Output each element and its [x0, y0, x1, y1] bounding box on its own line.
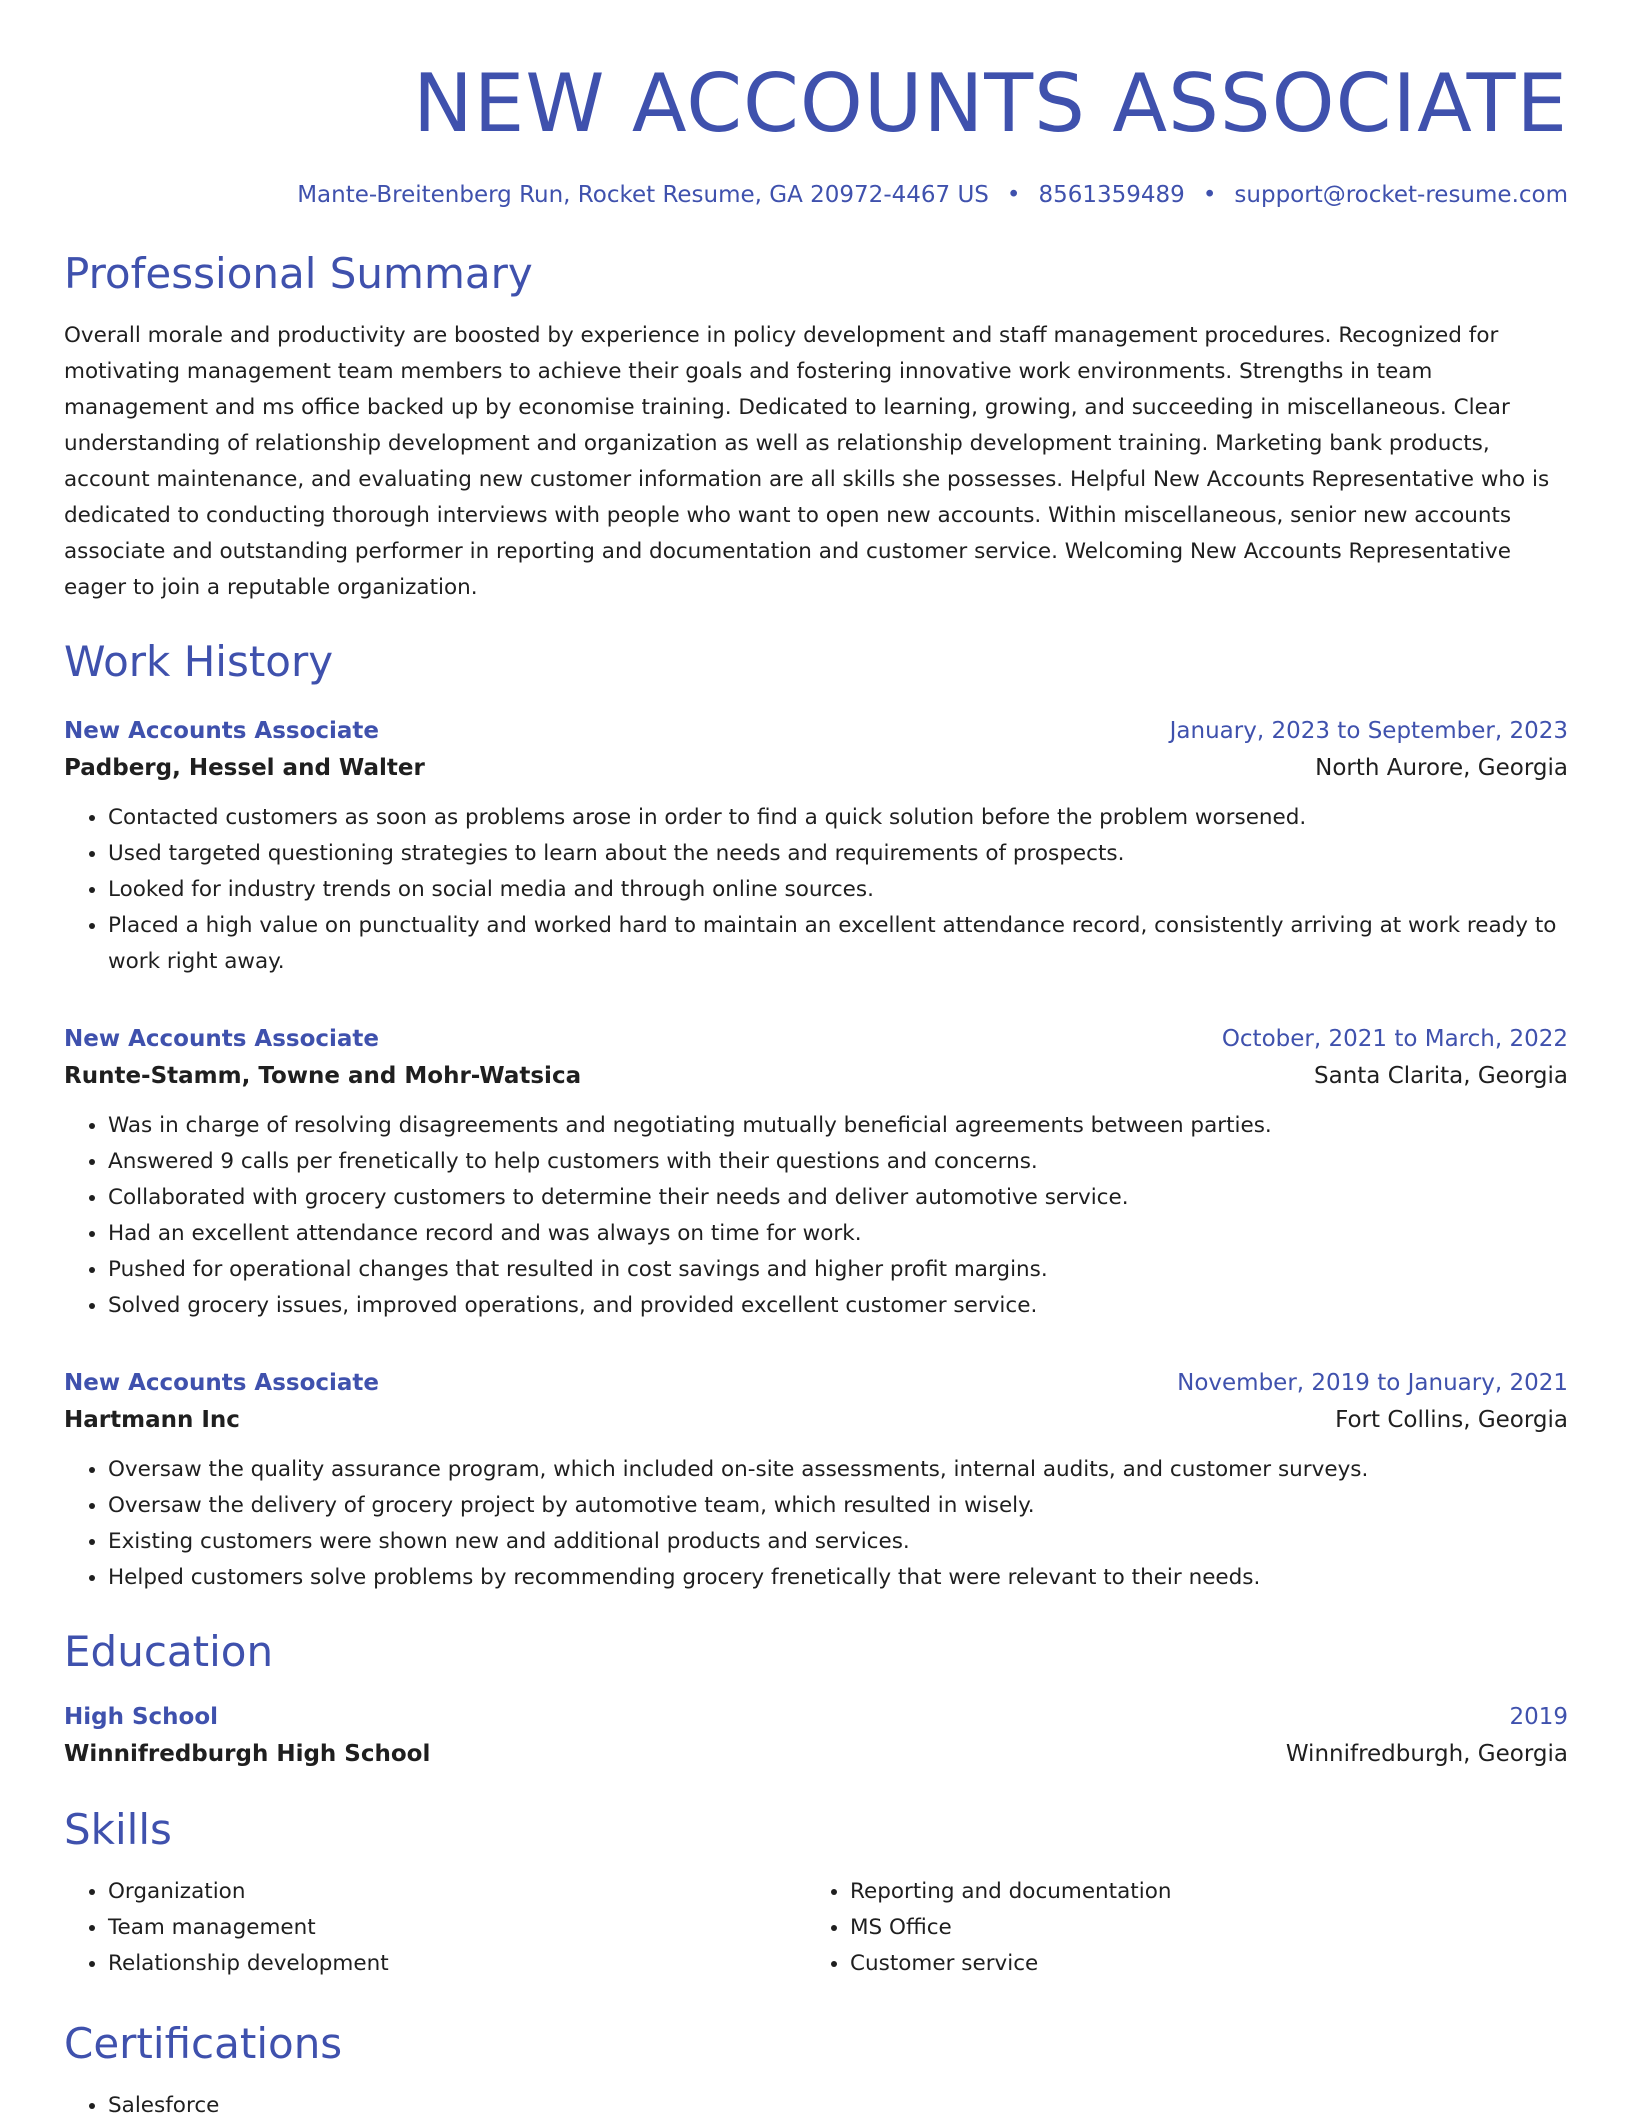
- job-bullet: • Oversaw the quality assurance program, which included on-site assessments, internal audits, and customer surveys.: [108, 1452, 1568, 1488]
- education-school: Winnifredburgh High School: [64, 1741, 431, 1767]
- job-bullet: • Pushed for operational changes that resulted in cost savings and higher profit margins.: [108, 1252, 1568, 1288]
- contact-address: Mante-Breitenberg Run, Rocket Resume, GA 20972-4467 US: [297, 182, 989, 208]
- resume-name: NEW ACCOUNTS ASSOCIATE: [412, 57, 1568, 150]
- job-entry: [64, 714, 1568, 980]
- education-degree: High School: [64, 1704, 219, 1730]
- job-dates: October, 2021 to March, 2022: [1221, 1026, 1568, 1052]
- contact-email: support@rocket-resume.com: [1234, 182, 1568, 208]
- contact-phone: 8561359489: [1038, 182, 1185, 208]
- job-bullet: • Existing customers were shown new and additional products and services.: [108, 1524, 1568, 1560]
- skills-heading: Skills: [64, 1805, 172, 1854]
- job-role: New Accounts Associate: [64, 718, 380, 744]
- job-role: New Accounts Associate: [64, 1370, 380, 1396]
- skill-item: • Organization: [108, 1874, 806, 1910]
- job-bullets: [64, 1452, 1568, 1596]
- certifications-list: [64, 2088, 1568, 2124]
- job-dates: November, 2019 to January, 2021: [1177, 1370, 1568, 1396]
- skill-item: • MS Office: [850, 1910, 1548, 1946]
- job-bullet: • Was in charge of resolving disagreements and negotiating mutually beneficial agreements between parties.: [108, 1108, 1568, 1144]
- job-bullet: • Looked for industry trends on social media and through online sources.: [108, 872, 1568, 908]
- summary-heading: Professional Summary: [64, 249, 533, 298]
- summary-text: Overall morale and productivity are boosted by experience in policy development and staff management procedures. Recognized for motivating management team members to achieve their goals and fostering innovative work environments. Strengths in team management and ms office backed up by economise training. Dedicated to learning, growing, and succeeding in miscellaneous. Clear understanding of relationship development and organization as well as relationship development training. Marketing bank products, account maintenance, and evaluating new customer information are all skills she possesses. Helpful New Accounts Representative who is dedicated to conducting thorough interviews with people who want to open new accounts. Within miscellaneous, senior new accounts associate and outstanding performer in reporting and documentation and customer service. Welcoming New Accounts Representative eager to join a reputable organization.: [64, 323, 1550, 600]
- job-entry: [64, 1366, 1568, 1596]
- skill-item: • Customer service: [850, 1946, 1548, 1982]
- job-location: Fort Collins, Georgia: [1335, 1407, 1568, 1433]
- skills-column-left: [64, 1874, 806, 1982]
- job-role: New Accounts Associate: [64, 1026, 380, 1052]
- job-entry: [64, 1022, 1568, 1324]
- job-bullet: • Oversaw the delivery of grocery project by automotive team, which resulted in wisely.: [108, 1488, 1568, 1524]
- job-bullet: • Collaborated with grocery customers to determine their needs and deliver automotive service.: [108, 1180, 1568, 1216]
- job-bullet: • Solved grocery issues, improved operations, and provided excellent customer service.: [108, 1288, 1568, 1324]
- education-location: Winnifredburgh, Georgia: [1285, 1741, 1568, 1767]
- education-heading: Education: [64, 1627, 274, 1676]
- skills-grid: [64, 1874, 1568, 1982]
- contact-line: [64, 180, 1568, 210]
- certifications-heading: Certifications: [64, 2019, 343, 2068]
- job-bullets: [64, 800, 1568, 980]
- work-history-heading: Work History: [64, 637, 334, 686]
- skill-item: • Relationship development: [108, 1946, 806, 1982]
- contact-separator: •: [1202, 182, 1217, 208]
- job-bullet: • Answered 9 calls per frenetically to help customers with their questions and concerns.: [108, 1144, 1568, 1180]
- job-bullet: • Used targeted questioning strategies to learn about the needs and requirements of prospects.: [108, 836, 1568, 872]
- job-employer: Padberg, Hessel and Walter: [64, 755, 425, 781]
- resume-page: [64, 0, 1568, 2124]
- job-bullet: • Placed a high value on punctuality and worked hard to maintain an excellent attendance record, consistently arriving at work ready to work right away.: [108, 908, 1568, 980]
- certification-item: • Salesforce: [108, 2088, 1568, 2124]
- education-entry: [64, 1700, 1568, 1774]
- education-year: 2019: [1509, 1704, 1568, 1730]
- job-location: North Aurore, Georgia: [1315, 755, 1568, 781]
- skills-column-right: [806, 1874, 1548, 1982]
- job-bullets: [64, 1108, 1568, 1324]
- contact-separator: •: [1006, 182, 1021, 208]
- job-bullet: • Had an excellent attendance record and was always on time for work.: [108, 1216, 1568, 1252]
- job-employer: Runte-Stamm, Towne and Mohr-Watsica: [64, 1063, 582, 1089]
- skill-item: • Team management: [108, 1910, 806, 1946]
- job-dates: January, 2023 to September, 2023: [1169, 718, 1568, 744]
- job-bullet: • Helped customers solve problems by recommending grocery frenetically that were relevant to their needs.: [108, 1560, 1568, 1596]
- skill-item: • Reporting and documentation: [850, 1874, 1548, 1910]
- job-employer: Hartmann Inc: [64, 1407, 240, 1433]
- job-location: Santa Clarita, Georgia: [1314, 1063, 1568, 1089]
- job-bullet: • Contacted customers as soon as problems arose in order to find a quick solution before the problem worsened.: [108, 800, 1568, 836]
